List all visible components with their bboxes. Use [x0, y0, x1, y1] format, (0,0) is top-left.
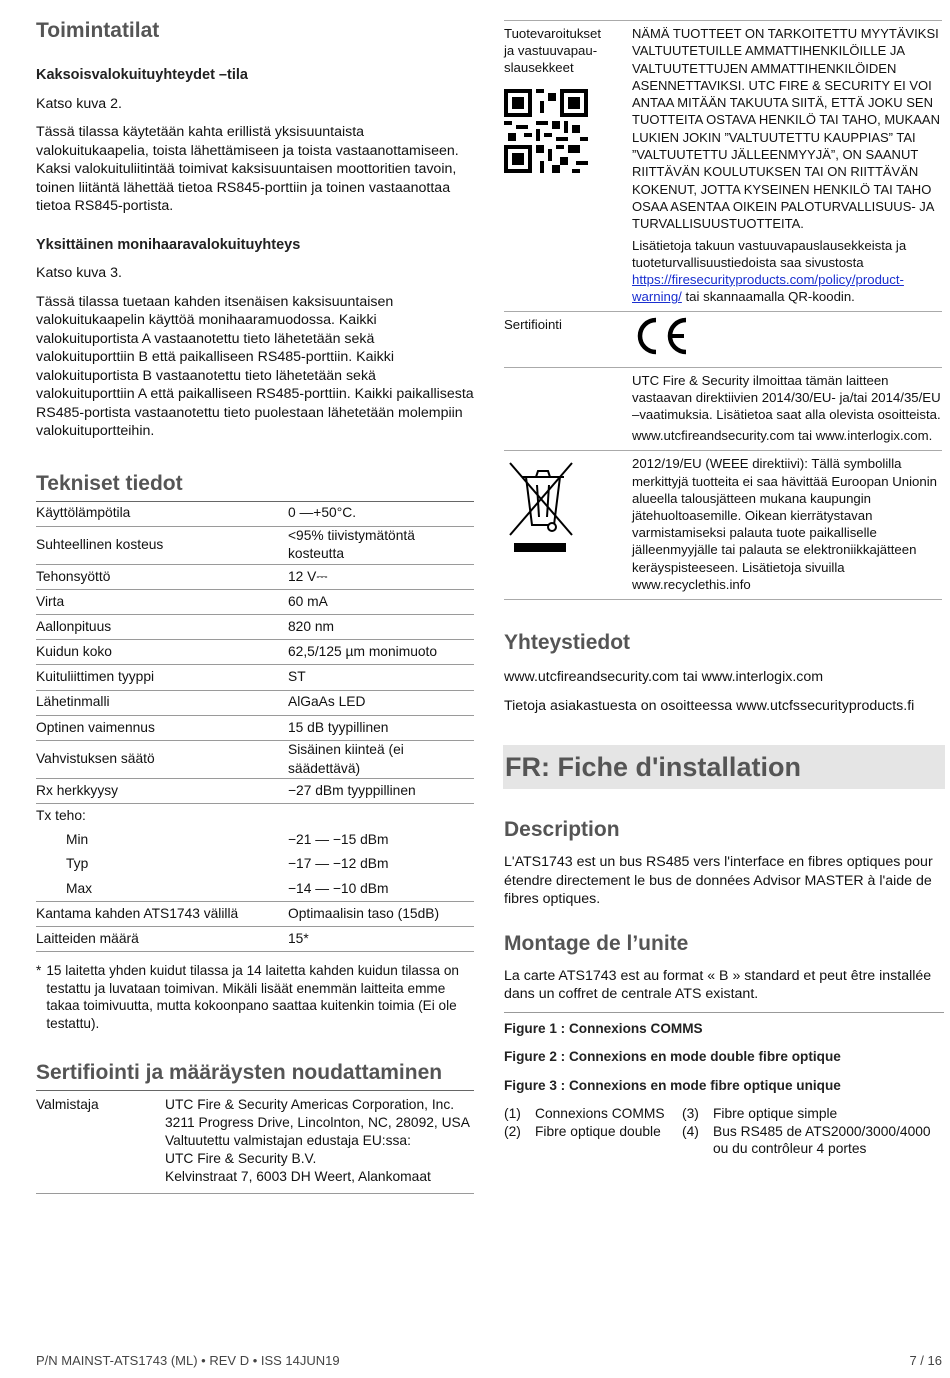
spec-value: −27 dBm tyyppillinen	[288, 779, 474, 804]
spec-row	[36, 853, 474, 877]
modes-title: Toimintatilat	[36, 19, 160, 42]
spec-key: Kuidun koko	[36, 640, 288, 665]
weee-bin-icon	[504, 455, 576, 555]
qr-code-icon	[504, 89, 588, 173]
spec-row	[36, 501, 474, 526]
fr-mount-text: La carte ATS1743 est au format « B » standard et peut être installée dans un coffret de centrale ATS existant.	[504, 967, 932, 1003]
legend-text: Fibre optique simple	[713, 1106, 838, 1122]
spec-key: Rx herkkyysy	[36, 779, 288, 804]
legend-number: (2)	[504, 1123, 521, 1139]
manufacturer-line: UTC Fire & Security Americas Corporation, Inc.	[165, 1097, 455, 1113]
dual-mode-text: Tässä tilassa käytetään kahta erillistä yksisuuntaista valokuitukaapelia, toista lähettämiseen ja toista vastaanottamiseen. Kaksi valokuituliitintää toimivat kaksisuuntaisen moottoritien tavoin, toinen liitäntä lähettää tietoa RS845-porttiin ja toinen vastaanottaa tietoa RS845-portista.	[36, 124, 459, 214]
spec-value: <95% tiivistymätöntä kosteutta	[288, 526, 474, 564]
spec-row	[36, 526, 474, 564]
weee-text: 2012/19/EU (WEEE direktiivi): Tällä symbolilla merkittyjä tuotteita ei saa hävittää Euroopan Unionin alueella talousjätteen mukana kaupungin jätehuoltoasemille. Oikean kierrätystavan varmistamiseksi palauta tuote paikalliselle jälleenmyyjälle tai palauta se elektroniikkajätteen keräyspisteeseen. Lisätietoja sivuilla www.recyclethis.info	[632, 456, 937, 592]
contact-title: Yhteystiedot	[504, 631, 631, 655]
spec-row	[36, 615, 474, 640]
spec-key: Laitteiden määrä	[36, 927, 288, 952]
single-mode-text: Tässä tilassa tuetaan kahden itsenäisen kaksisuuntaisen valokuitukaapelin käyttöä monihaaramuodossa. Kaikki valokuituportista A vastaanotettu tieto lähetetään sekä valokuituporttiin B että paikalliseen RS485-porttiin. Kaikki valokuituportista B vastaanotettu tieto lähetetään sekä valokuituporttiin A että paikalliseen RS485-porttiin. Kaikki paikallisesta RS485-portista vastaanotettu tieto puolestaan lähetetään molempiin valokuituportteihin.	[36, 293, 474, 439]
warnings-cell	[504, 21, 632, 312]
spec-value: AlGaAs LED	[288, 690, 474, 715]
fr-desc-text: L'ATS1743 est un bus RS485 vers l'interface en fibres optiques pour étendre directement le bus de données Advisor MASTER à l'aide de fibres optiques.	[504, 854, 933, 908]
spec-key: Virta	[36, 589, 288, 614]
manufacturer-table	[36, 1090, 474, 1194]
legend-number: (4)	[682, 1123, 699, 1139]
left-column	[36, 18, 476, 1194]
tx-key: Min	[66, 832, 89, 848]
spec-key: Lähetinmalli	[36, 690, 288, 715]
warnings-label: Tuotevaroitukset ja vastuuvapau-slausekkeet	[504, 26, 601, 76]
figure-2-caption: Figure 2 : Connexions en mode double fibre optique	[504, 1049, 841, 1065]
spec-row	[36, 564, 474, 589]
manufacturer-label: Valmistaja	[36, 1091, 165, 1194]
spec-row	[36, 828, 474, 852]
spec-row	[36, 589, 474, 614]
spec-value: 820 nm	[288, 615, 474, 640]
spec-value: 0 —+50°C.	[288, 501, 474, 526]
footnote-mark: *	[36, 963, 42, 979]
weee-icon-cell	[504, 451, 632, 600]
figure-1-caption: Figure 1 : Connexions COMMS	[504, 1020, 703, 1036]
manufacturer-line: UTC Fire & Security B.V.	[165, 1151, 317, 1167]
tx-key: Typ	[66, 856, 89, 872]
page-number: 7 / 16	[909, 1353, 942, 1368]
manufacturer-info	[165, 1091, 474, 1194]
spec-key: Käyttölämpötila	[36, 501, 288, 526]
ce-text: UTC Fire & Security ilmoittaa tämän laitteen vastaavan direktiivien 2014/30/EU- ja/tai 2014/35/EU –vaatimuksia. Lisätietoa saat alla olevista osoitteista.	[632, 372, 941, 422]
spec-row	[36, 779, 474, 804]
manufacturer-line: Valtuutettu valmistajan edustaja EU:ssa:	[165, 1133, 411, 1149]
cert-row	[504, 312, 942, 367]
manufacturer-line: Kelvinstraat 7, 6003 DH Weert, Alankomaat	[165, 1169, 431, 1185]
ce-urls: www.utcfireandsecurity.com tai www.interlogix.com.	[632, 428, 933, 444]
warnings-row	[504, 21, 942, 312]
spec-key: Vahvistuksen säätö	[36, 741, 288, 779]
spec-row	[36, 665, 474, 690]
spec-row	[36, 804, 474, 829]
spec-value: 15 dB tyypillinen	[288, 715, 474, 740]
legend-number: (1)	[504, 1106, 521, 1122]
spec-row	[36, 927, 474, 952]
weee-text-cell	[632, 451, 942, 600]
tx-key: Max	[36, 877, 288, 902]
spec-key: Kantama kahden ATS1743 välillä	[36, 901, 288, 926]
ce-mark-cell	[632, 312, 942, 367]
spec-row	[36, 877, 474, 902]
product-warning-link[interactable]: https://firesecurityproducts.com/policy/product-warning/	[632, 271, 904, 305]
fr-banner: FR: Fiche d'installation	[503, 745, 945, 789]
figure-3-caption: Figure 3 : Connexions en mode fibre optique unique	[504, 1077, 841, 1093]
spec-value: 15*	[288, 927, 474, 952]
footnote-text: 15 laitetta yhden kuidut tilassa ja 14 laitetta kahden kuidun tilassa on testattu ja luvataan toimivan. Mikäli lisäät enemmän laitteita emme takaa toimivuutta, mutta kokoonpano saattaa kuitenkin toimia (Ei ole testattu).	[46, 963, 459, 1031]
spec-value: Optimaalisin taso (15dB)	[288, 901, 474, 926]
warnings-table	[504, 20, 942, 600]
spec-value: 62,5/125 µm monimuoto	[288, 640, 474, 665]
spec-key: Kuituliittimen tyyppi	[36, 665, 288, 690]
tx-value: −14 — −10 dBm	[288, 877, 474, 902]
spec-value: 12 V⎓	[288, 564, 474, 589]
spec-table	[36, 501, 474, 953]
spec-key: Tehonsyöttö	[36, 564, 288, 589]
dual-mode-title: Kaksoisvalokuituyhteydet –tila	[36, 67, 248, 83]
spec-value: Sisäinen kiinteä (ei säädettävä)	[288, 741, 474, 779]
ce-row	[504, 367, 942, 451]
spec-row	[36, 741, 474, 779]
ce-text-cell	[632, 367, 942, 451]
page-footer	[36, 1352, 942, 1371]
manufacturer-line: 3211 Progress Drive, Lincolnton, NC, 28092, USA	[165, 1115, 470, 1131]
legend-text: Connexions COMMS	[535, 1106, 665, 1122]
spec-key: Suhteellinen kosteus	[36, 526, 288, 564]
weee-row	[504, 451, 942, 600]
warnings-more-text: Lisätietoja takuun vastuuvapauslausekkeista ja tuoteturvallisuustiedoista saa sivustosta	[632, 237, 907, 270]
contact-web: www.utcfireandsecurity.com tai www.interlogix.com	[504, 669, 824, 686]
spec-row	[36, 640, 474, 665]
figure-legend	[504, 1105, 944, 1158]
spec-key: Aallonpituus	[36, 615, 288, 640]
spec-value: ST	[288, 665, 474, 690]
fr-desc-title: Description	[504, 818, 620, 842]
single-mode-title: Yksittäinen monihaaravalokuituyhteys	[36, 236, 301, 253]
tx-value: −21 — −15 dBm	[288, 832, 389, 848]
cert-label-cell	[504, 312, 632, 367]
spec-row	[36, 690, 474, 715]
fr-mount-title: Montage de l’unite	[504, 931, 689, 955]
contact-support: Tietoja asiakastuesta on osoitteessa www.utcfssecurityproducts.fi	[504, 697, 915, 714]
legend-text: Fibre optique double	[535, 1123, 661, 1139]
tx-label: Tx teho:	[36, 808, 86, 824]
tx-value: −17 — −12 dBm	[288, 856, 389, 872]
spec-value: 60 mA	[288, 589, 474, 614]
cert-label: Sertifiointi	[504, 317, 562, 333]
single-see-figure: Katso kuva 3.	[36, 265, 122, 281]
dual-see-figure: Katso kuva 2.	[36, 95, 122, 112]
spec-row	[36, 901, 474, 926]
legend-number: (3)	[682, 1106, 699, 1122]
tech-title: Tekniset tiedot	[36, 471, 183, 495]
legend-text: Bus RS485 de ATS2000/3000/4000 ou du contrôleur 4 portes	[713, 1123, 931, 1157]
spec-key: Optinen vaimennus	[36, 715, 288, 740]
ce-mark-icon	[632, 316, 690, 356]
part-number: P/N MAINST-ATS1743 (ML) • REV D • ISS 14JUN19	[36, 1353, 340, 1368]
warnings-tail-text: tai skannaamalla QR-koodin.	[681, 289, 855, 305]
warnings-caps-text: NÄMÄ TUOTTEET ON TARKOITETTU MYYTÄVIKSI VALTUUTETUILLE AMMATTIHENKILÖILLE JA VALTUUTETTUJEN AMMATTIHENKILÖIDEN ASENNETTAVIKSI. UTC FIRE & SECURITY EI VOI ANTAA MITÄÄN TAKUUTA SIITÄ, ETTÄ JOKU SEN TUOTTEITA OSTAVA HENKILÖ TAI TAHO, MUKAAN LUKIEN JOKIN ”VALTUUTETTU KAUPPIAS” TAI ”VALTUUTETTU JÄLLEENMYYJÄ”, ON SAANUT RIITTÄVÄN KOULUTUKSEN TAI ON RIITTÄVÄN KOKENUT, JOTTA KYSEINEN HENKILÖ TAI TAHO OSAA ASENTAA OIKEIN PALOTURVALLISUUS- JA TURVALLISUUSTUOTTEITA.	[632, 26, 940, 232]
right-column	[504, 20, 944, 1158]
cert-title: Sertifiointi ja määräysten noudattaminen	[36, 1061, 443, 1085]
spec-footnote	[36, 962, 476, 1032]
warnings-body	[632, 21, 942, 312]
spec-row	[36, 715, 474, 740]
